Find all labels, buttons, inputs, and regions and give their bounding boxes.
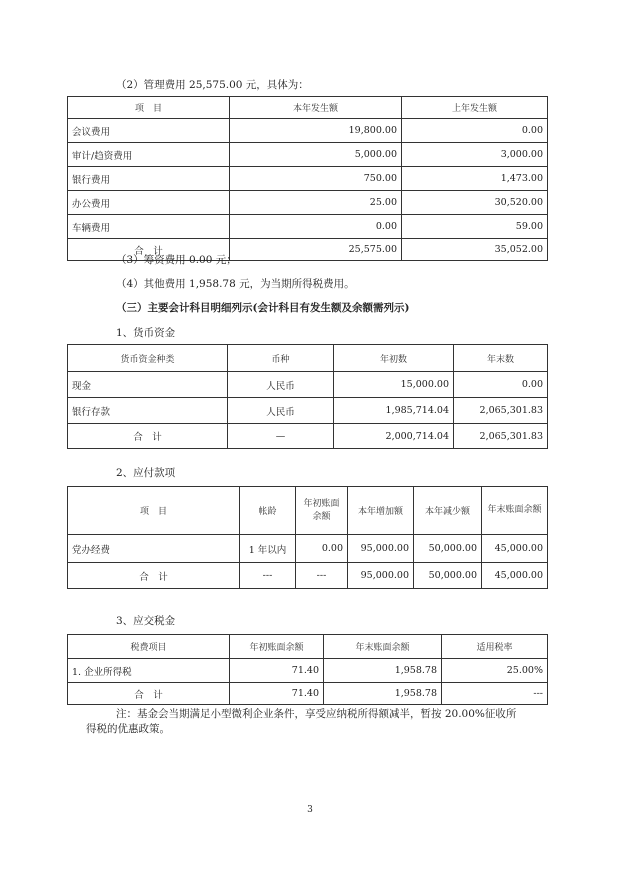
mgmt-expense-heading: （2）管理费用 25,575.00 元，具体为： [116, 79, 309, 91]
cell-item: 会议费用 [68, 119, 230, 143]
cell-total-closing: 2,065,301.83 [454, 424, 548, 449]
table-total-row [68, 683, 548, 705]
cell-total-increase: 95,000.00 [348, 563, 414, 589]
header-opening-balance: 年初账面余额 [230, 635, 324, 659]
cell-total-age: --- [240, 563, 296, 589]
tax-note-line-2: 得税的优惠政策。 [86, 723, 170, 735]
header-closing-balance: 年末账面余额 [482, 487, 548, 535]
mgmt-expense-table [67, 96, 548, 261]
cell-decrease: 50,000.00 [414, 535, 482, 563]
cell-current: 0.00 [230, 215, 402, 239]
cell-item: 车辆费用 [68, 215, 230, 239]
cell-closing: 45,000.00 [482, 535, 548, 563]
table-row [68, 119, 548, 143]
cell-total-opening: 71.40 [230, 683, 324, 705]
table-row [68, 143, 548, 167]
table-row [68, 215, 548, 239]
cash-heading: 1、货币资金 [116, 327, 176, 339]
cell-total-current: 25,575.00 [230, 239, 402, 261]
header-age: 帐龄 [240, 487, 296, 535]
table-row [68, 191, 548, 215]
header-prior-year: 上年发生额 [402, 97, 548, 119]
cell-prior: 1,473.00 [402, 167, 548, 191]
header-decrease: 本年减少额 [414, 487, 482, 535]
main-accounts-heading: （三）主要会计科目明细列示(会计科目有发生额及余额需列示) [116, 302, 410, 314]
cell-total-label: 合 计 [68, 239, 230, 261]
cell-rate: 25.00% [442, 659, 548, 683]
cell-cash-type: 银行存款 [68, 398, 228, 424]
payable-heading: 2、应付款项 [116, 467, 176, 479]
cell-current: 25.00 [230, 191, 402, 215]
table-header-row [68, 97, 548, 119]
page-number: 3 [307, 805, 313, 815]
cell-item: 办公费用 [68, 191, 230, 215]
cell-current: 19,800.00 [230, 119, 402, 143]
cell-total-currency: — [228, 424, 334, 449]
cell-opening: 71.40 [230, 659, 324, 683]
cell-opening: 1,985,714.04 [334, 398, 454, 424]
table-total-row [68, 424, 548, 449]
cell-total-opening: 2,000,714.04 [334, 424, 454, 449]
cell-current: 5,000.00 [230, 143, 402, 167]
cell-current: 750.00 [230, 167, 402, 191]
header-opening-balance: 年初账面余额 [296, 487, 348, 535]
cell-increase: 95,000.00 [348, 535, 414, 563]
table-header-row [68, 487, 548, 535]
table-header-row [68, 635, 548, 659]
header-increase: 本年增加额 [348, 487, 414, 535]
table-row [68, 659, 548, 683]
cell-total-closing: 45,000.00 [482, 563, 548, 589]
header-tax-rate: 适用税率 [442, 635, 548, 659]
cell-total-decrease: 50,000.00 [414, 563, 482, 589]
header-closing: 年末数 [454, 345, 548, 372]
cell-total-label: 合 计 [68, 424, 228, 449]
cell-total-rate: --- [442, 683, 548, 705]
header-cash-type: 货币资金种类 [68, 345, 228, 372]
cell-item: 银行费用 [68, 167, 230, 191]
header-current-year: 本年发生额 [230, 97, 402, 119]
header-currency: 币种 [228, 345, 334, 372]
cell-prior: 30,520.00 [402, 191, 548, 215]
cell-opening: 0.00 [296, 535, 348, 563]
cell-total-opening: --- [296, 563, 348, 589]
cell-item: 审计/趋资费用 [68, 143, 230, 167]
cell-tax-item: 1. 企业所得税 [68, 659, 230, 683]
header-closing-balance: 年末账面余额 [324, 635, 442, 659]
cell-total-label: 合 计 [68, 563, 240, 589]
table-row [68, 372, 548, 398]
table-total-row [68, 563, 548, 589]
table-header-row [68, 345, 548, 372]
cash-table [67, 344, 548, 449]
cell-total-closing: 1,958.78 [324, 683, 442, 705]
cell-cash-type: 现金 [68, 372, 228, 398]
tax-table [67, 634, 548, 705]
cell-total-label: 合 计 [68, 683, 230, 705]
table-row [68, 398, 548, 424]
table-row [68, 535, 548, 563]
cell-total-prior: 35,052.00 [402, 239, 548, 261]
cell-opening: 15,000.00 [334, 372, 454, 398]
cell-age: 1 年以内 [240, 535, 296, 563]
header-tax-item: 税费项目 [68, 635, 230, 659]
cell-closing: 2,065,301.83 [454, 398, 548, 424]
table-row [68, 167, 548, 191]
tax-heading: 3、应交税金 [116, 615, 176, 627]
cell-prior: 59.00 [402, 215, 548, 239]
other-expense-line: （4）其他费用 1,958.78 元，为当期所得税费用。 [116, 278, 355, 290]
cell-closing: 0.00 [454, 372, 548, 398]
header-opening: 年初数 [334, 345, 454, 372]
header-item: 项 目 [68, 487, 240, 535]
header-item: 项 目 [68, 97, 230, 119]
cell-prior: 3,000.00 [402, 143, 548, 167]
financing-expense-line: （3）筹资费用 0.00 元； [116, 254, 237, 266]
cell-closing: 1,958.78 [324, 659, 442, 683]
payable-table [67, 486, 548, 589]
cell-item: 党办经费 [68, 535, 240, 563]
cell-currency: 人民币 [228, 372, 334, 398]
tax-note-line-1: 注：基金会当期满足小型微利企业条件，享受应纳税所得额减半，暂按 20.00%征收所 [116, 708, 517, 720]
cell-prior: 0.00 [402, 119, 548, 143]
cell-currency: 人民币 [228, 398, 334, 424]
